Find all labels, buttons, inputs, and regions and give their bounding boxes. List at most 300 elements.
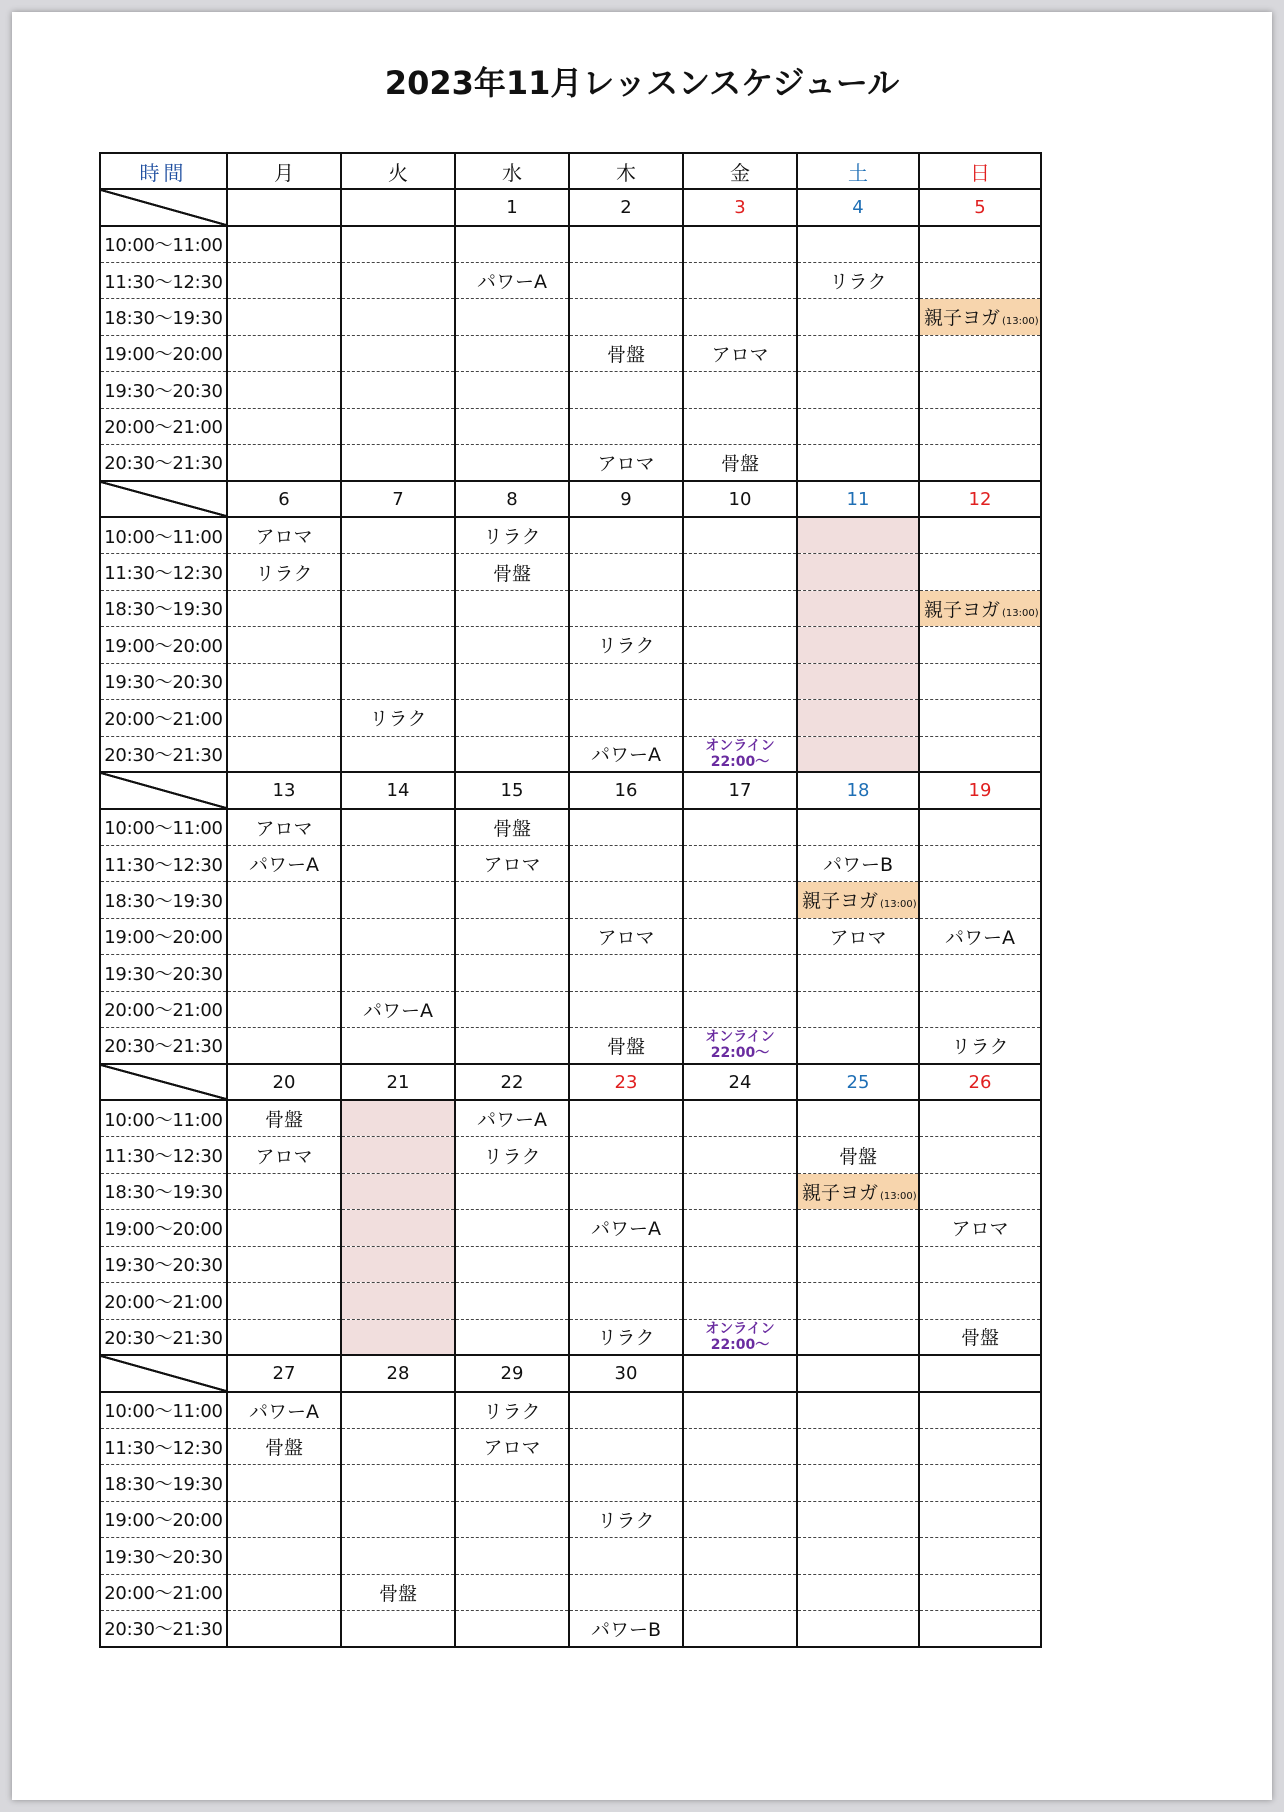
time-slot-label: 18:30～19:30: [100, 1173, 227, 1209]
time-slot-row: [100, 1574, 1041, 1610]
time-slot-row: [100, 1319, 1041, 1355]
empty-cell: [919, 1428, 1041, 1464]
date-cell: 4: [797, 189, 919, 225]
empty-cell: [919, 882, 1041, 918]
lesson-cell: アロマ: [797, 918, 919, 954]
empty-cell: [227, 918, 341, 954]
date-cell: 11: [797, 481, 919, 517]
empty-cell: [797, 991, 919, 1027]
empty-cell: [227, 1319, 341, 1355]
online-lesson-label: オンライン: [705, 737, 775, 754]
time-slot-row: [100, 299, 1041, 335]
empty-cell: [683, 1210, 797, 1246]
empty-cell: [797, 809, 919, 845]
date-cell: [683, 1355, 797, 1391]
empty-cell: [341, 517, 455, 553]
time-slot-row: [100, 1100, 1041, 1136]
lesson-cell: リラク: [227, 554, 341, 590]
lesson-cell: リラク: [797, 262, 919, 298]
empty-cell: [797, 1246, 919, 1282]
empty-cell: [341, 882, 455, 918]
empty-cell: [341, 663, 455, 699]
lesson-cell: 骨盤: [455, 554, 569, 590]
time-slot-label: 10:00～11:00: [100, 809, 227, 845]
empty-cell: [341, 1028, 455, 1064]
time-slot-label: 10:00～11:00: [100, 1100, 227, 1136]
time-slot-row: [100, 408, 1041, 444]
weekday-header-sat: 土: [797, 153, 919, 189]
empty-cell: [919, 700, 1041, 736]
weekday-header-mon: 月: [227, 153, 341, 189]
empty-cell: [341, 1392, 455, 1428]
empty-cell: [569, 554, 683, 590]
empty-cell: [341, 627, 455, 663]
empty-cell: [919, 627, 1041, 663]
closed-day-cell: [797, 663, 919, 699]
lesson-cell: パワーA: [227, 1392, 341, 1428]
date-cell: 5: [919, 189, 1041, 225]
empty-cell: [683, 590, 797, 626]
time-slot-label: 20:30～21:30: [100, 1319, 227, 1355]
time-slot-row: [100, 955, 1041, 991]
empty-cell: [797, 299, 919, 335]
empty-cell: [683, 955, 797, 991]
closed-day-cell: [797, 627, 919, 663]
empty-cell: [683, 845, 797, 881]
lesson-cell: 骨盤: [683, 445, 797, 481]
empty-cell: [797, 1210, 919, 1246]
empty-cell: [919, 1137, 1041, 1173]
yoga-lesson-label: 親子ヨガ: [802, 1181, 879, 1204]
schedule-table: [99, 152, 1042, 1648]
empty-cell: [569, 955, 683, 991]
week-date-row: [100, 189, 1041, 225]
empty-cell: [683, 1611, 797, 1647]
time-slot-label: 18:30～19:30: [100, 1465, 227, 1501]
empty-cell: [227, 736, 341, 772]
time-slot-row: [100, 517, 1041, 553]
empty-cell: [455, 955, 569, 991]
time-slot-row: [100, 1538, 1041, 1574]
online-lesson-time: 22:00～: [710, 1336, 770, 1353]
time-slot-label: 10:00～11:00: [100, 1392, 227, 1428]
time-slot-row: [100, 991, 1041, 1027]
empty-cell: [683, 627, 797, 663]
empty-cell: [455, 1210, 569, 1246]
empty-cell: [919, 1465, 1041, 1501]
empty-cell: [227, 1465, 341, 1501]
diagonal-corner-cell: [100, 481, 227, 517]
empty-cell: [227, 445, 341, 481]
empty-cell: [797, 408, 919, 444]
time-slot-label: 19:30～20:30: [100, 955, 227, 991]
time-slot-label: 19:30～20:30: [100, 372, 227, 408]
empty-cell: [919, 1392, 1041, 1428]
time-slot-row: [100, 736, 1041, 772]
time-slot-label: 20:00～21:00: [100, 991, 227, 1027]
empty-cell: [683, 226, 797, 262]
empty-cell: [227, 955, 341, 991]
empty-cell: [683, 1100, 797, 1136]
empty-cell: [569, 299, 683, 335]
empty-cell: [227, 1538, 341, 1574]
weekday-header-fri: 金: [683, 153, 797, 189]
lesson-cell: リラク: [569, 627, 683, 663]
time-slot-row: [100, 1501, 1041, 1537]
time-slot-label: 11:30～12:30: [100, 845, 227, 881]
empty-cell: [227, 700, 341, 736]
date-cell: [919, 1355, 1041, 1391]
empty-cell: [455, 663, 569, 699]
empty-cell: [341, 845, 455, 881]
yoga-lesson-label: 親子ヨガ: [802, 890, 879, 913]
time-slot-label: 19:30～20:30: [100, 663, 227, 699]
empty-cell: [797, 1028, 919, 1064]
lesson-cell: アロマ: [683, 335, 797, 371]
empty-cell: [797, 1611, 919, 1647]
empty-cell: [569, 700, 683, 736]
lesson-cell: パワーA: [569, 736, 683, 772]
empty-cell: [227, 1173, 341, 1209]
diagonal-corner-cell: [100, 1064, 227, 1100]
time-slot-label: 19:00～20:00: [100, 627, 227, 663]
time-slot-row: [100, 1173, 1041, 1209]
date-cell: 12: [919, 481, 1041, 517]
lesson-cell: パワーA: [341, 991, 455, 1027]
empty-cell: [227, 627, 341, 663]
time-slot-row: [100, 1246, 1041, 1282]
empty-cell: [919, 845, 1041, 881]
lesson-cell: アロマ: [455, 845, 569, 881]
empty-cell: [569, 1392, 683, 1428]
closed-day-cell: [341, 1246, 455, 1282]
empty-cell: [683, 663, 797, 699]
diagonal-corner-cell: [100, 772, 227, 808]
empty-cell: [797, 1428, 919, 1464]
empty-cell: [455, 1319, 569, 1355]
weekday-header-tue: 火: [341, 153, 455, 189]
empty-cell: [683, 1538, 797, 1574]
empty-cell: [683, 882, 797, 918]
empty-cell: [919, 335, 1041, 371]
time-slot-label: 18:30～19:30: [100, 590, 227, 626]
online-lesson-time: 22:00～: [710, 1045, 770, 1062]
lesson-cell: アロマ: [227, 1137, 341, 1173]
lesson-cell: パワーA: [919, 918, 1041, 954]
empty-cell: [683, 1173, 797, 1209]
time-slot-label: 20:00～21:00: [100, 1283, 227, 1319]
time-slot-label: 19:00～20:00: [100, 1210, 227, 1246]
time-slot-label: 11:30～12:30: [100, 554, 227, 590]
empty-cell: [683, 1283, 797, 1319]
date-cell: 18: [797, 772, 919, 808]
empty-cell: [919, 517, 1041, 553]
empty-cell: [455, 226, 569, 262]
schedule-page: [12, 12, 1272, 1800]
empty-cell: [341, 1428, 455, 1464]
online-lesson: [683, 1028, 797, 1064]
empty-cell: [569, 809, 683, 845]
empty-cell: [919, 262, 1041, 298]
lesson-cell: アロマ: [227, 809, 341, 845]
empty-cell: [227, 882, 341, 918]
empty-cell: [569, 1465, 683, 1501]
yoga-lesson-time: (13:00): [1002, 607, 1039, 619]
empty-cell: [683, 1465, 797, 1501]
empty-cell: [227, 1501, 341, 1537]
time-slot-label: 20:30～21:30: [100, 1028, 227, 1064]
empty-cell: [455, 1538, 569, 1574]
empty-cell: [919, 1501, 1041, 1537]
date-cell: 8: [455, 481, 569, 517]
empty-cell: [569, 1246, 683, 1282]
empty-cell: [683, 554, 797, 590]
empty-cell: [569, 226, 683, 262]
closed-day-cell: [341, 1173, 455, 1209]
time-slot-row: [100, 809, 1041, 845]
parent-child-yoga-lesson: [919, 299, 1041, 335]
date-cell: 29: [455, 1355, 569, 1391]
time-slot-label: 19:00～20:00: [100, 1501, 227, 1537]
weekday-header-thu: 木: [569, 153, 683, 189]
empty-cell: [683, 1574, 797, 1610]
empty-cell: [227, 226, 341, 262]
week-date-row: [100, 772, 1041, 808]
lesson-cell: アロマ: [919, 1210, 1041, 1246]
closed-day-cell: [797, 554, 919, 590]
time-slot-label: 20:30～21:30: [100, 1611, 227, 1647]
empty-cell: [341, 335, 455, 371]
yoga-lesson-label: 親子ヨガ: [924, 598, 1001, 621]
time-slot-label: 19:30～20:30: [100, 1538, 227, 1574]
time-slot-label: 11:30～12:30: [100, 1137, 227, 1173]
empty-cell: [569, 408, 683, 444]
empty-cell: [569, 1428, 683, 1464]
empty-cell: [919, 1100, 1041, 1136]
empty-cell: [455, 1501, 569, 1537]
empty-cell: [797, 955, 919, 991]
date-cell: 15: [455, 772, 569, 808]
yoga-lesson-time: (13:00): [1002, 316, 1039, 328]
empty-cell: [455, 1611, 569, 1647]
empty-cell: [341, 736, 455, 772]
empty-cell: [227, 1028, 341, 1064]
empty-cell: [341, 408, 455, 444]
lesson-cell: リラク: [569, 1501, 683, 1537]
empty-cell: [569, 1173, 683, 1209]
date-cell: 22: [455, 1064, 569, 1100]
date-cell: 23: [569, 1064, 683, 1100]
time-slot-row: [100, 335, 1041, 371]
empty-cell: [455, 627, 569, 663]
date-cell: 2: [569, 189, 683, 225]
empty-cell: [455, 918, 569, 954]
empty-cell: [455, 1173, 569, 1209]
empty-cell: [227, 1283, 341, 1319]
empty-cell: [455, 590, 569, 626]
time-slot-row: [100, 845, 1041, 881]
empty-cell: [797, 445, 919, 481]
empty-cell: [227, 1210, 341, 1246]
yoga-lesson-time: (13:00): [880, 1190, 917, 1202]
lesson-cell: 骨盤: [227, 1100, 341, 1136]
empty-cell: [341, 554, 455, 590]
empty-cell: [919, 1538, 1041, 1574]
weekday-header-wed: 水: [455, 153, 569, 189]
time-column-header: 時間: [100, 153, 227, 189]
empty-cell: [569, 882, 683, 918]
closed-day-cell: [797, 700, 919, 736]
empty-cell: [227, 991, 341, 1027]
empty-cell: [683, 262, 797, 298]
empty-cell: [683, 700, 797, 736]
empty-cell: [919, 809, 1041, 845]
lesson-cell: パワーB: [797, 845, 919, 881]
empty-cell: [919, 991, 1041, 1027]
time-slot-label: 19:30～20:30: [100, 1246, 227, 1282]
time-slot-label: 10:00～11:00: [100, 517, 227, 553]
empty-cell: [569, 1574, 683, 1610]
empty-cell: [341, 1465, 455, 1501]
time-slot-label: 20:00～21:00: [100, 700, 227, 736]
empty-cell: [569, 1283, 683, 1319]
empty-cell: [341, 445, 455, 481]
time-slot-row: [100, 700, 1041, 736]
empty-cell: [341, 1611, 455, 1647]
date-cell: 16: [569, 772, 683, 808]
empty-cell: [341, 1538, 455, 1574]
week-date-row: [100, 1064, 1041, 1100]
empty-cell: [683, 1246, 797, 1282]
empty-cell: [683, 408, 797, 444]
date-cell: 1: [455, 189, 569, 225]
empty-cell: [455, 1028, 569, 1064]
date-cell: 19: [919, 772, 1041, 808]
closed-day-cell: [341, 1210, 455, 1246]
empty-cell: [569, 663, 683, 699]
empty-cell: [341, 809, 455, 845]
yoga-lesson-label: 親子ヨガ: [924, 307, 1001, 330]
empty-cell: [455, 700, 569, 736]
closed-day-cell: [341, 1137, 455, 1173]
date-cell: 20: [227, 1064, 341, 1100]
empty-cell: [455, 1283, 569, 1319]
empty-cell: [797, 1392, 919, 1428]
lesson-cell: 骨盤: [919, 1319, 1041, 1355]
date-cell: 9: [569, 481, 683, 517]
date-cell: 27: [227, 1355, 341, 1391]
time-slot-row: [100, 663, 1041, 699]
time-slot-label: 20:30～21:30: [100, 736, 227, 772]
empty-cell: [683, 372, 797, 408]
empty-cell: [455, 736, 569, 772]
empty-cell: [797, 226, 919, 262]
lesson-cell: アロマ: [227, 517, 341, 553]
time-slot-row: [100, 882, 1041, 918]
time-slot-row: [100, 262, 1041, 298]
online-lesson-label: オンライン: [705, 1029, 775, 1046]
empty-cell: [797, 372, 919, 408]
empty-cell: [227, 299, 341, 335]
empty-cell: [797, 1319, 919, 1355]
time-slot-label: 19:00～20:00: [100, 918, 227, 954]
time-slot-label: 20:00～21:00: [100, 408, 227, 444]
time-slot-label: 11:30～12:30: [100, 262, 227, 298]
empty-cell: [227, 590, 341, 626]
empty-cell: [569, 991, 683, 1027]
date-cell: [341, 189, 455, 225]
time-slot-row: [100, 1611, 1041, 1647]
empty-cell: [455, 408, 569, 444]
date-cell: [797, 1355, 919, 1391]
time-slot-label: 20:00～21:00: [100, 1574, 227, 1610]
empty-cell: [341, 262, 455, 298]
week-date-row: [100, 1355, 1041, 1391]
empty-cell: [919, 955, 1041, 991]
online-lesson-label: オンライン: [705, 1320, 775, 1337]
lesson-cell: リラク: [341, 700, 455, 736]
empty-cell: [227, 262, 341, 298]
time-slot-row: [100, 627, 1041, 663]
page-title: 2023年11月レッスンスケジュール: [384, 64, 900, 102]
time-slot-row: [100, 590, 1041, 626]
date-cell: 30: [569, 1355, 683, 1391]
time-slot-row: [100, 1137, 1041, 1173]
time-slot-row: [100, 1465, 1041, 1501]
lesson-cell: 骨盤: [569, 1028, 683, 1064]
empty-cell: [919, 736, 1041, 772]
lesson-cell: パワーA: [569, 1210, 683, 1246]
empty-cell: [455, 372, 569, 408]
weekday-header-row: [100, 153, 1041, 189]
time-slot-label: 20:30～21:30: [100, 445, 227, 481]
empty-cell: [569, 262, 683, 298]
closed-day-cell: [341, 1319, 455, 1355]
time-slot-label: 11:30～12:30: [100, 1428, 227, 1464]
date-cell: 14: [341, 772, 455, 808]
lesson-cell: リラク: [919, 1028, 1041, 1064]
empty-cell: [919, 372, 1041, 408]
date-cell: 6: [227, 481, 341, 517]
empty-cell: [919, 1574, 1041, 1610]
empty-cell: [919, 1611, 1041, 1647]
lesson-cell: リラク: [569, 1319, 683, 1355]
date-cell: 28: [341, 1355, 455, 1391]
lesson-cell: アロマ: [569, 918, 683, 954]
time-slot-row: [100, 445, 1041, 481]
empty-cell: [227, 408, 341, 444]
date-cell: 3: [683, 189, 797, 225]
lesson-cell: パワーA: [227, 845, 341, 881]
time-slot-row: [100, 1428, 1041, 1464]
date-cell: [227, 189, 341, 225]
empty-cell: [455, 335, 569, 371]
empty-cell: [341, 955, 455, 991]
empty-cell: [797, 1574, 919, 1610]
empty-cell: [227, 1574, 341, 1610]
empty-cell: [683, 299, 797, 335]
empty-cell: [341, 226, 455, 262]
yoga-lesson-time: (13:00): [880, 899, 917, 911]
empty-cell: [919, 663, 1041, 699]
time-slot-row: [100, 918, 1041, 954]
week-date-row: [100, 481, 1041, 517]
empty-cell: [341, 918, 455, 954]
empty-cell: [919, 1246, 1041, 1282]
empty-cell: [919, 226, 1041, 262]
empty-cell: [227, 335, 341, 371]
diagonal-corner-cell: [100, 189, 227, 225]
